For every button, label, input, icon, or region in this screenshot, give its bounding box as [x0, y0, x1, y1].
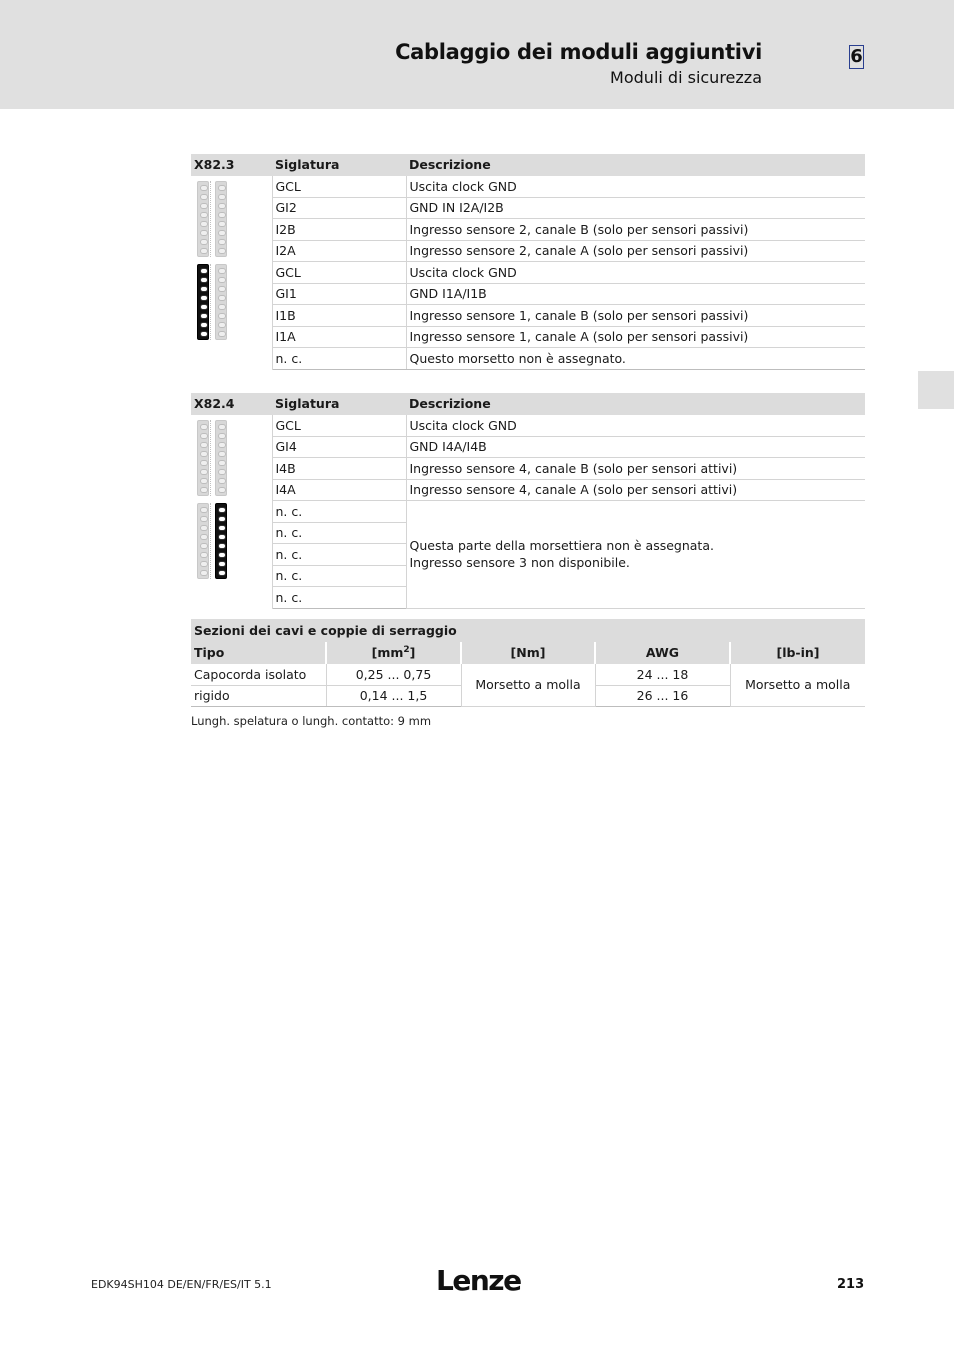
- unassigned-description: [406, 501, 865, 609]
- cable-awg: 26 ... 16: [595, 685, 730, 707]
- table-row: [191, 305, 865, 327]
- chapter-title: Cablaggio dei moduli aggiuntivi: [395, 40, 762, 64]
- terminal-label: GI4: [272, 436, 406, 458]
- terminal-label: I4A: [272, 479, 406, 501]
- cable-torque-nm: Morsetto a molla: [461, 664, 595, 707]
- terminal-label: GCL: [272, 415, 406, 437]
- table-header-row: [191, 154, 865, 176]
- terminal-label: n. c.: [272, 348, 406, 370]
- table-row: [191, 479, 865, 501]
- chapter-number-box[interactable]: 6: [850, 46, 863, 67]
- table-row: [191, 240, 865, 262]
- terminal-label: I4B: [272, 458, 406, 480]
- lenze-logo: Lenze: [436, 1264, 521, 1297]
- unassigned-description-line2: Ingresso sensore 3 non disponibile.: [409, 555, 630, 571]
- cable-table-title: Sezioni dei cavi e coppie di serraggio: [191, 619, 865, 642]
- document-id: EDK94SH104 DE/EN/FR/ES/IT 5.1: [91, 1278, 272, 1291]
- column-header-label: Siglatura: [272, 154, 406, 176]
- table-row: [191, 262, 865, 284]
- terminal-description: GND I1A/I1B: [406, 283, 865, 305]
- terminal-description: Ingresso sensore 4, canale A (solo per sensori attivi): [406, 479, 865, 501]
- terminal-label: I1A: [272, 326, 406, 348]
- terminal-label: n. c.: [272, 587, 406, 609]
- unassigned-description-line1: Questa parte della morsettiera non è assegnata.: [409, 538, 714, 554]
- section-subtitle: Moduli di sicurezza: [610, 68, 762, 87]
- cable-type: Capocorda isolato: [191, 664, 326, 686]
- side-chapter-tab: [918, 371, 954, 409]
- terminal-label: I2A: [272, 240, 406, 262]
- table-row: [191, 436, 865, 458]
- cable-cross-section: 0,25 ... 0,75: [326, 664, 461, 686]
- table-row: [191, 219, 865, 241]
- terminal-label: I2B: [272, 219, 406, 241]
- terminal-label: I1B: [272, 305, 406, 327]
- terminal-label: GI2: [272, 197, 406, 219]
- terminal-description: Ingresso sensore 1, canale A (solo per sensori passivi): [406, 326, 865, 348]
- terminal-description: GND IN I2A/I2B: [406, 197, 865, 219]
- terminal-label: n. c.: [272, 501, 406, 523]
- table-header-row: [191, 393, 865, 415]
- terminal-description: Uscita clock GND: [406, 262, 865, 284]
- terminal-description: Uscita clock GND: [406, 415, 865, 437]
- column-header-lbin: [lb-in]: [730, 642, 865, 664]
- stripping-length-note: Lungh. spelatura o lungh. contatto: 9 mm: [191, 714, 432, 728]
- terminal-strip-right-dark: [197, 503, 235, 579]
- terminal-strip-light: [197, 181, 235, 257]
- page-number: 213: [837, 1277, 865, 1292]
- column-header-awg: AWG: [595, 642, 730, 664]
- terminal-description: Questo morsetto non è assegnato.: [406, 348, 865, 370]
- table-row: [191, 176, 865, 198]
- column-header-nm: [Nm]: [461, 642, 595, 664]
- table-row: [191, 458, 865, 480]
- table-header-row: [191, 642, 865, 664]
- table-row: [191, 283, 865, 305]
- column-header-description: Descrizione: [406, 154, 865, 176]
- terminal-strip-left-dark: [197, 264, 235, 340]
- column-header-mm2: $[mm^2]$: [326, 642, 461, 664]
- terminal-description: Ingresso sensore 2, canale A (solo per sensori passivi): [406, 240, 865, 262]
- cable-section-table: [191, 619, 865, 707]
- table-row: [191, 415, 865, 437]
- terminal-label: n. c.: [272, 522, 406, 544]
- terminal-description: Ingresso sensore 1, canale B (solo per sensori passivi): [406, 305, 865, 327]
- terminal-description: GND I4A/I4B: [406, 436, 865, 458]
- column-header-terminal: X82.3: [191, 154, 272, 176]
- terminal-label: GCL: [272, 262, 406, 284]
- terminal-strip-image-top: [191, 415, 272, 501]
- table-row: [191, 664, 865, 686]
- cable-torque-lbin: Morsetto a molla: [730, 664, 865, 707]
- table-row: [191, 197, 865, 219]
- terminal-description: Uscita clock GND: [406, 176, 865, 198]
- table-row: [191, 501, 865, 523]
- terminal-description: Ingresso sensore 2, canale B (solo per sensori passivi): [406, 219, 865, 241]
- cable-type: rigido: [191, 685, 326, 707]
- terminal-table-x82-4: [191, 393, 865, 609]
- table-title-row: [191, 619, 865, 642]
- terminal-table-x82-3: [191, 154, 865, 370]
- terminal-strip-image-bottom: [191, 501, 272, 609]
- terminal-strip-image-bottom: [191, 262, 272, 370]
- table-row: [191, 326, 865, 348]
- terminal-strip-light: [197, 420, 235, 496]
- cable-cross-section: 0,14 ... 1,5: [326, 685, 461, 707]
- column-header-label: Siglatura: [272, 393, 406, 415]
- terminal-strip-image-top: [191, 176, 272, 262]
- terminal-label: n. c.: [272, 565, 406, 587]
- terminal-description: Ingresso sensore 4, canale B (solo per sensori attivi): [406, 458, 865, 480]
- terminal-label: n. c.: [272, 544, 406, 566]
- terminal-label: GI1: [272, 283, 406, 305]
- terminal-label: GCL: [272, 176, 406, 198]
- column-header-terminal: X82.4: [191, 393, 272, 415]
- column-header-description: Descrizione: [406, 393, 865, 415]
- cable-awg: 24 ... 18: [595, 664, 730, 686]
- table-row: [191, 348, 865, 370]
- column-header-type: Tipo: [191, 642, 326, 664]
